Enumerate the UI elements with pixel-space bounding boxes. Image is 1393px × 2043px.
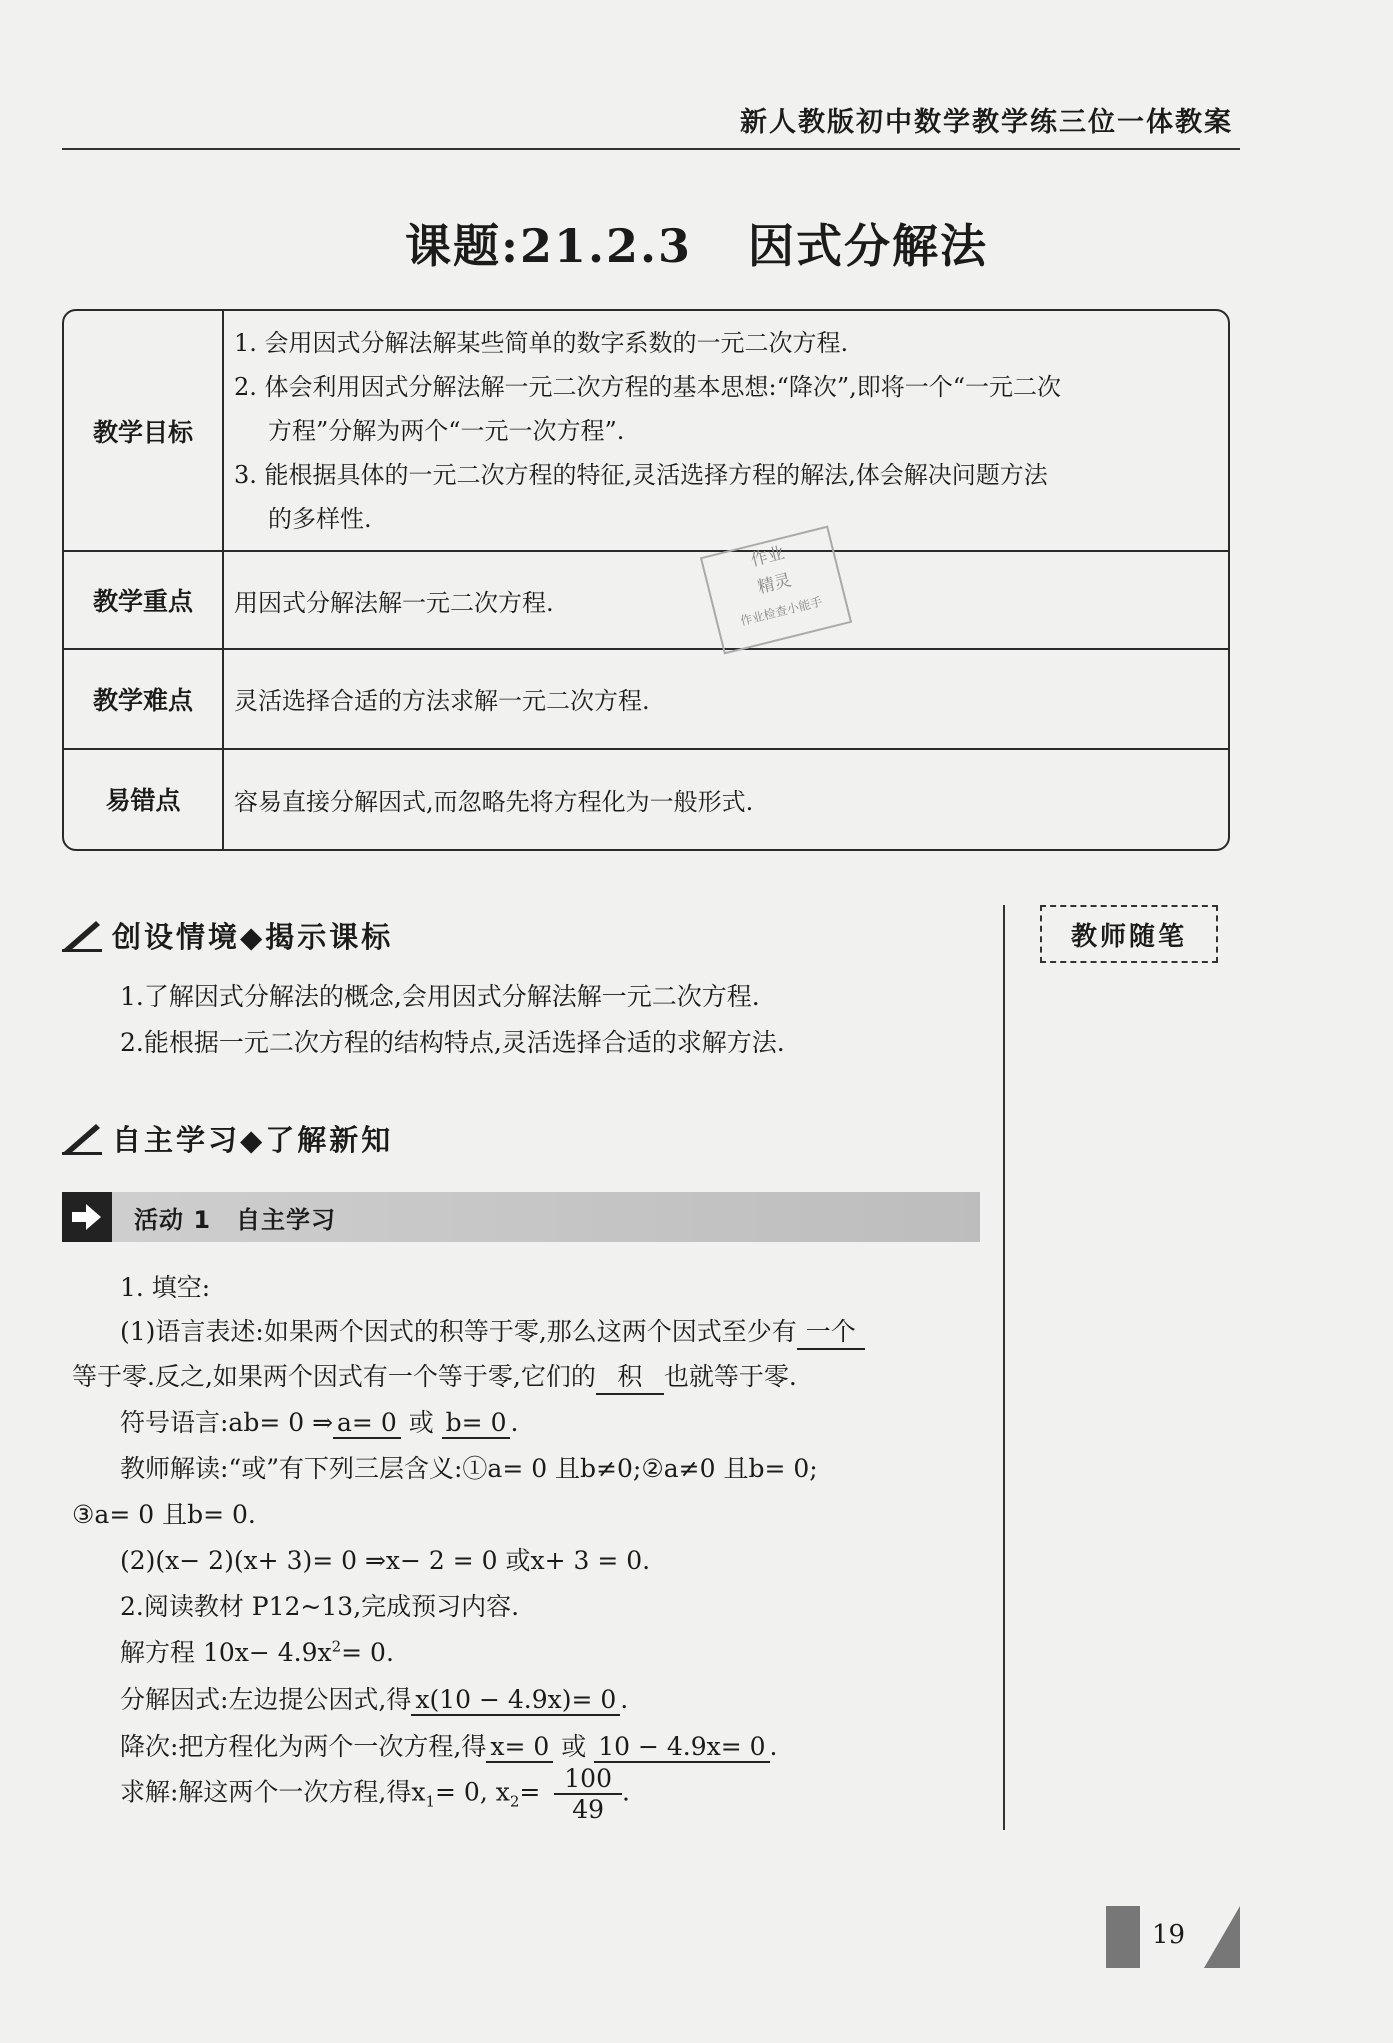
page-corner-triangle [1204,1906,1240,1968]
goal-2b: 方程”分解为两个“一元一次方程”. [268,416,625,445]
activity-bar [62,1192,980,1242]
situation-line-1: 1.了解因式分解法的概念,会用因式分解法解一元二次方程. [120,982,760,1011]
page-number: 19 [1152,1920,1186,1950]
reduce-line: 降次:把方程化为两个一次方程,得 x= 0 或 10 − 4.9x= 0 . [120,1732,778,1761]
section-title-self-study: 自主学习◆了解新知 [62,1118,393,1159]
lesson-title [0,210,1393,276]
section-title-situation: 创设情境◆揭示课标 [62,915,393,956]
goal-label: 教学目标 [64,311,223,551]
focus-text: 用因式分解法解一元二次方程. [223,551,1228,649]
arrow-right-icon [62,1192,112,1242]
example-equation-line: (2)(x− 2)(x+ 3)= 0 ⇒x− 2 = 0 或x+ 3 = 0. [120,1546,651,1575]
situation-line-2: 2.能根据一元二次方程的结构特点,灵活选择合适的求解方法. [120,1028,785,1057]
answer-fraction: $\frac{100}{49}$ [554,1764,622,1824]
blank-factored: x(10 − 4.9x)= 0 [411,1685,620,1716]
error-label: 易错点 [64,749,223,849]
focus-label: 教学重点 [64,551,223,649]
goal-cell [223,311,1228,551]
teacher-note-line-2: ③a= 0 且b= 0. [72,1500,256,1529]
blank-one: 一个 [797,1312,865,1350]
goal-3a: 3. 能根据具体的一元二次方程的特征,灵活选择方程的解法,体会解决问题方法 [234,460,1048,489]
blank-a-zero: a= 0 [333,1408,401,1439]
watermark-stamp: 作业 精灵 作业检查小能手 [700,526,852,655]
header-divider [62,148,1240,150]
reading-task-line: 2.阅读教材 P12~13,完成预习内容. [120,1592,520,1621]
solve-line: 解方程 $10x- 4.9x^2= 0$. [120,1637,394,1667]
activity-label: 活动 1 自主学习 [134,1205,337,1234]
lesson-code: 课题:21.2.3 [404,219,693,273]
goal-3b: 的多样性. [268,504,372,533]
blank-product: 积 [596,1357,664,1395]
pen-icon [62,1122,102,1156]
lesson-name: 因式分解法 [748,219,989,273]
teacher-note-line-1: 教师解读:“或”有下列三层含义:①a= 0 且b≠0;②a≠0 且b= 0; [120,1454,818,1483]
blank-b-zero: b= 0 [442,1408,511,1439]
factor-line: 分解因式:左边提公因式,得 x(10 − 4.9x)= 0 . [120,1685,629,1714]
symbol-language-line: 符号语言:ab= 0 ⇒ a= 0 或 b= 0 . [120,1408,519,1437]
difficulty-label: 教学难点 [64,649,223,749]
blank-x-zero: x= 0 [486,1732,553,1763]
margin-divider [1003,905,1005,1830]
page-number-block [1106,1906,1140,1968]
statement-line-2: 等于零.反之,如果两个因式有一个等于零,它们的 积 也就等于零. [72,1357,797,1395]
pen-icon [62,919,102,953]
difficulty-text: 灵活选择合适的方法求解一元二次方程. [223,649,1228,749]
teacher-notes-box: 教师随笔 [1040,905,1218,963]
goal-2a: 2. 体会利用因式分解法解一元二次方程的基本思想:“降次”,即将一个“一元二次 [234,372,1062,401]
statement-line-1: (1)语言表述:如果两个因式的积等于零,那么这两个因式至少有 一个 [120,1312,865,1350]
lesson-info-table [62,309,1230,851]
answer-line: 求解:解这两个一次方程,得$x_1= 0$, $x_2=$ $\frac{100}{49}$ . [120,1764,630,1824]
goal-1: 1. 会用因式分解法解某些简单的数字系数的一元二次方程. [234,328,849,357]
blank-linear: 10 − 4.9x= 0 [594,1732,769,1763]
error-text: 容易直接分解因式,而忽略先将方程化为一般形式. [223,749,1228,849]
fill-title: 1. 填空: [120,1273,211,1302]
series-title: 新人教版初中数学教学练三位一体教案 [740,107,1233,138]
